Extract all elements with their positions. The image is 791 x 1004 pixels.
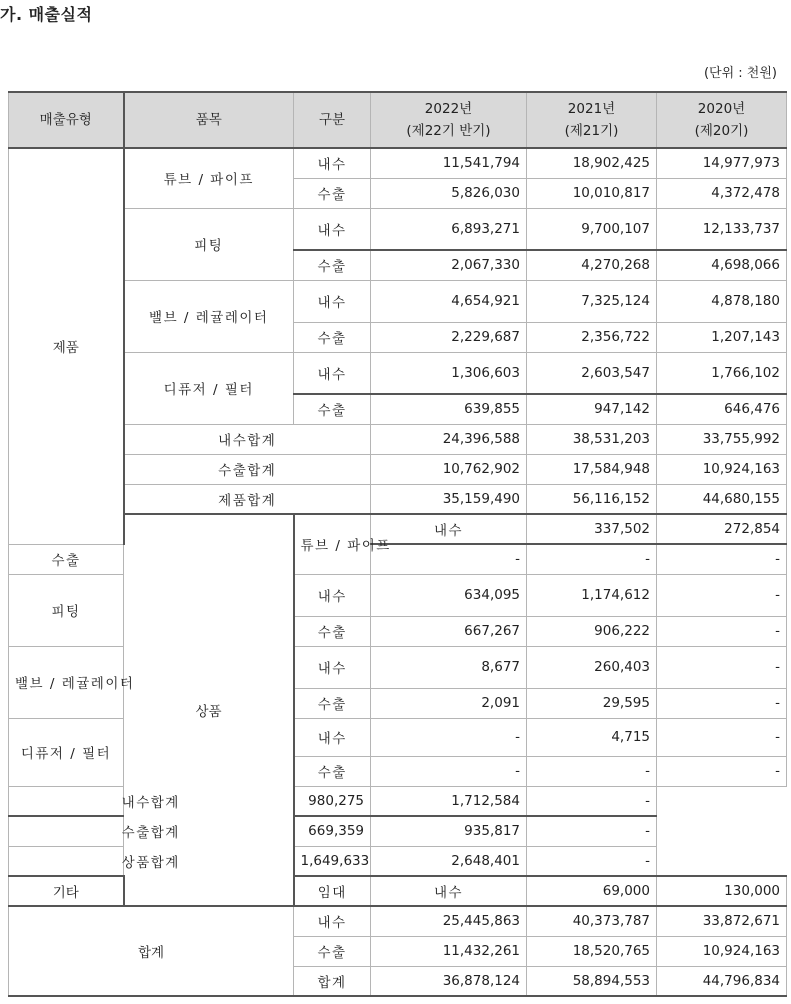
goods-total: 상품합계 (9, 846, 294, 876)
value-cell: 69,000 (527, 876, 657, 906)
value-cell: 639,855 (371, 394, 527, 424)
table-row (9, 816, 787, 846)
division-domestic: 내수 (294, 718, 371, 756)
value-cell: 4,654,921 (371, 280, 527, 322)
division-domestic: 내수 (371, 514, 527, 544)
value-cell: 35,159,490 (371, 484, 527, 514)
table-row (9, 786, 787, 816)
table-row (9, 208, 787, 250)
type-other: 기타 (9, 876, 124, 906)
value-cell: 260,403 (527, 646, 657, 688)
unit-note: (단위 : 천원) (703, 66, 777, 81)
division-domestic: 내수 (294, 906, 371, 936)
value-cell: - (657, 688, 787, 718)
domestic-subtotal: 내수합계 (9, 786, 294, 816)
value-cell: 2,067,330 (371, 250, 527, 280)
value-cell: 337,502 (527, 514, 657, 544)
division-domestic: 내수 (294, 352, 371, 394)
value-cell: 130,000 (657, 876, 787, 906)
division-export: 수출 (294, 616, 371, 646)
division-domestic: 내수 (294, 574, 371, 616)
value-cell: 5,826,030 (371, 178, 527, 208)
value-cell: 33,872,671 (657, 906, 787, 936)
value-cell: 669,359 (294, 816, 371, 846)
value-cell: 1,306,603 (371, 352, 527, 394)
division-domestic: 내수 (294, 646, 371, 688)
value-cell: 56,116,152 (527, 484, 657, 514)
table-row (9, 514, 787, 544)
value-cell: 33,755,992 (657, 424, 787, 454)
section-title: 가. 매출실적 (0, 5, 93, 24)
value-cell: - (527, 846, 657, 876)
value-cell: 17,584,948 (527, 454, 657, 484)
item-tube: 튜브 / 파이프 (294, 514, 371, 574)
domestic-subtotal: 내수합계 (124, 424, 371, 454)
value-cell: 10,010,817 (527, 178, 657, 208)
table-row (9, 424, 787, 454)
item-valve: 밸브 / 레귤레이터 (124, 280, 294, 352)
value-cell: - (657, 718, 787, 756)
product-total: 제품합계 (124, 484, 371, 514)
value-cell: 7,325,124 (527, 280, 657, 322)
division-export: 수출 (294, 250, 371, 280)
value-cell: - (657, 646, 787, 688)
value-cell: 40,373,787 (527, 906, 657, 936)
header-row (9, 92, 787, 148)
value-cell: 29,595 (527, 688, 657, 718)
table-row (9, 352, 787, 394)
item-rent: 임대 (294, 876, 371, 906)
value-cell: - (371, 718, 527, 756)
type-goods: 상품 (124, 514, 294, 906)
value-cell: 11,432,261 (371, 936, 527, 966)
value-cell: 634,095 (371, 574, 527, 616)
table-row (9, 280, 787, 322)
value-cell: 44,796,834 (657, 966, 787, 996)
division-domestic: 내수 (294, 148, 371, 178)
value-cell: 11,541,794 (371, 148, 527, 178)
value-cell: - (527, 756, 657, 786)
item-valve: 밸브 / 레귤레이터 (9, 646, 124, 718)
item-diffuser: 디퓨저 / 필터 (9, 718, 124, 786)
export-subtotal: 수출합계 (9, 816, 294, 846)
table-row (9, 148, 787, 178)
value-cell: 24,396,588 (371, 424, 527, 454)
grand-total-label: 합계 (9, 906, 294, 996)
value-cell: 1,649,633 (294, 846, 371, 876)
value-cell: - (657, 544, 787, 574)
division-export: 수출 (294, 688, 371, 718)
value-cell: - (527, 786, 657, 816)
value-cell: 38,531,203 (527, 424, 657, 454)
value-cell: 44,680,155 (657, 484, 787, 514)
value-cell: 6,893,271 (371, 208, 527, 250)
header-2020: 2020년 (제20기) (657, 92, 787, 148)
value-cell: 9,700,107 (527, 208, 657, 250)
value-cell: 1,207,143 (657, 322, 787, 352)
value-cell: 1,712,584 (371, 786, 527, 816)
value-cell: 10,924,163 (657, 936, 787, 966)
value-cell: 36,878,124 (371, 966, 527, 996)
value-cell: 8,677 (371, 646, 527, 688)
value-cell: 906,222 (527, 616, 657, 646)
header-2021: 2021년 (제21기) (527, 92, 657, 148)
value-cell: 25,445,863 (371, 906, 527, 936)
value-cell: 4,372,478 (657, 178, 787, 208)
value-cell: 1,766,102 (657, 352, 787, 394)
value-cell: 2,603,547 (527, 352, 657, 394)
value-cell: - (657, 616, 787, 646)
value-cell: 646,476 (657, 394, 787, 424)
value-cell: 4,878,180 (657, 280, 787, 322)
value-cell: 2,356,722 (527, 322, 657, 352)
value-cell: 935,817 (371, 816, 527, 846)
header-sales-type: 매출유형 (9, 92, 124, 148)
export-subtotal: 수출합계 (124, 454, 371, 484)
value-cell: - (657, 574, 787, 616)
value-cell: 1,174,612 (527, 574, 657, 616)
sales-table (8, 91, 787, 997)
value-cell: 2,648,401 (371, 846, 527, 876)
division-domestic: 내수 (294, 208, 371, 250)
value-cell: 4,270,268 (527, 250, 657, 280)
item-tube: 튜브 / 파이프 (124, 148, 294, 208)
table-row (9, 454, 787, 484)
value-cell: 667,267 (371, 616, 527, 646)
value-cell: - (527, 544, 657, 574)
table-row (9, 846, 787, 876)
header-division: 구분 (294, 92, 371, 148)
item-fitting: 피팅 (9, 574, 124, 646)
value-cell: 272,854 (657, 514, 787, 544)
value-cell: 4,698,066 (657, 250, 787, 280)
division-export: 수출 (294, 394, 371, 424)
value-cell: 18,902,425 (527, 148, 657, 178)
value-cell: 14,977,973 (657, 148, 787, 178)
value-cell: - (371, 756, 527, 786)
value-cell: - (527, 816, 657, 846)
value-cell: - (657, 756, 787, 786)
division-sum: 합계 (294, 966, 371, 996)
type-product: 제품 (9, 148, 124, 544)
item-fitting: 피팅 (124, 208, 294, 280)
value-cell: 4,715 (527, 718, 657, 756)
division-domestic: 내수 (371, 876, 527, 906)
division-export: 수출 (294, 178, 371, 208)
value-cell: - (371, 544, 527, 574)
division-export: 수출 (294, 936, 371, 966)
value-cell: 12,133,737 (657, 208, 787, 250)
value-cell: 58,894,553 (527, 966, 657, 996)
table-row (9, 484, 787, 514)
value-cell: 980,275 (294, 786, 371, 816)
division-export: 수출 (294, 322, 371, 352)
division-export: 수출 (294, 756, 371, 786)
value-cell: 947,142 (527, 394, 657, 424)
header-2022: 2022년 (제22기 반기) (371, 92, 527, 148)
item-diffuser: 디퓨저 / 필터 (124, 352, 294, 424)
table-row (9, 906, 787, 936)
value-cell: 2,091 (371, 688, 527, 718)
division-export: 수출 (9, 544, 124, 574)
value-cell: 2,229,687 (371, 322, 527, 352)
header-item: 품목 (124, 92, 294, 148)
value-cell: 10,762,902 (371, 454, 527, 484)
value-cell: 10,924,163 (657, 454, 787, 484)
value-cell: 18,520,765 (527, 936, 657, 966)
division-domestic: 내수 (294, 280, 371, 322)
